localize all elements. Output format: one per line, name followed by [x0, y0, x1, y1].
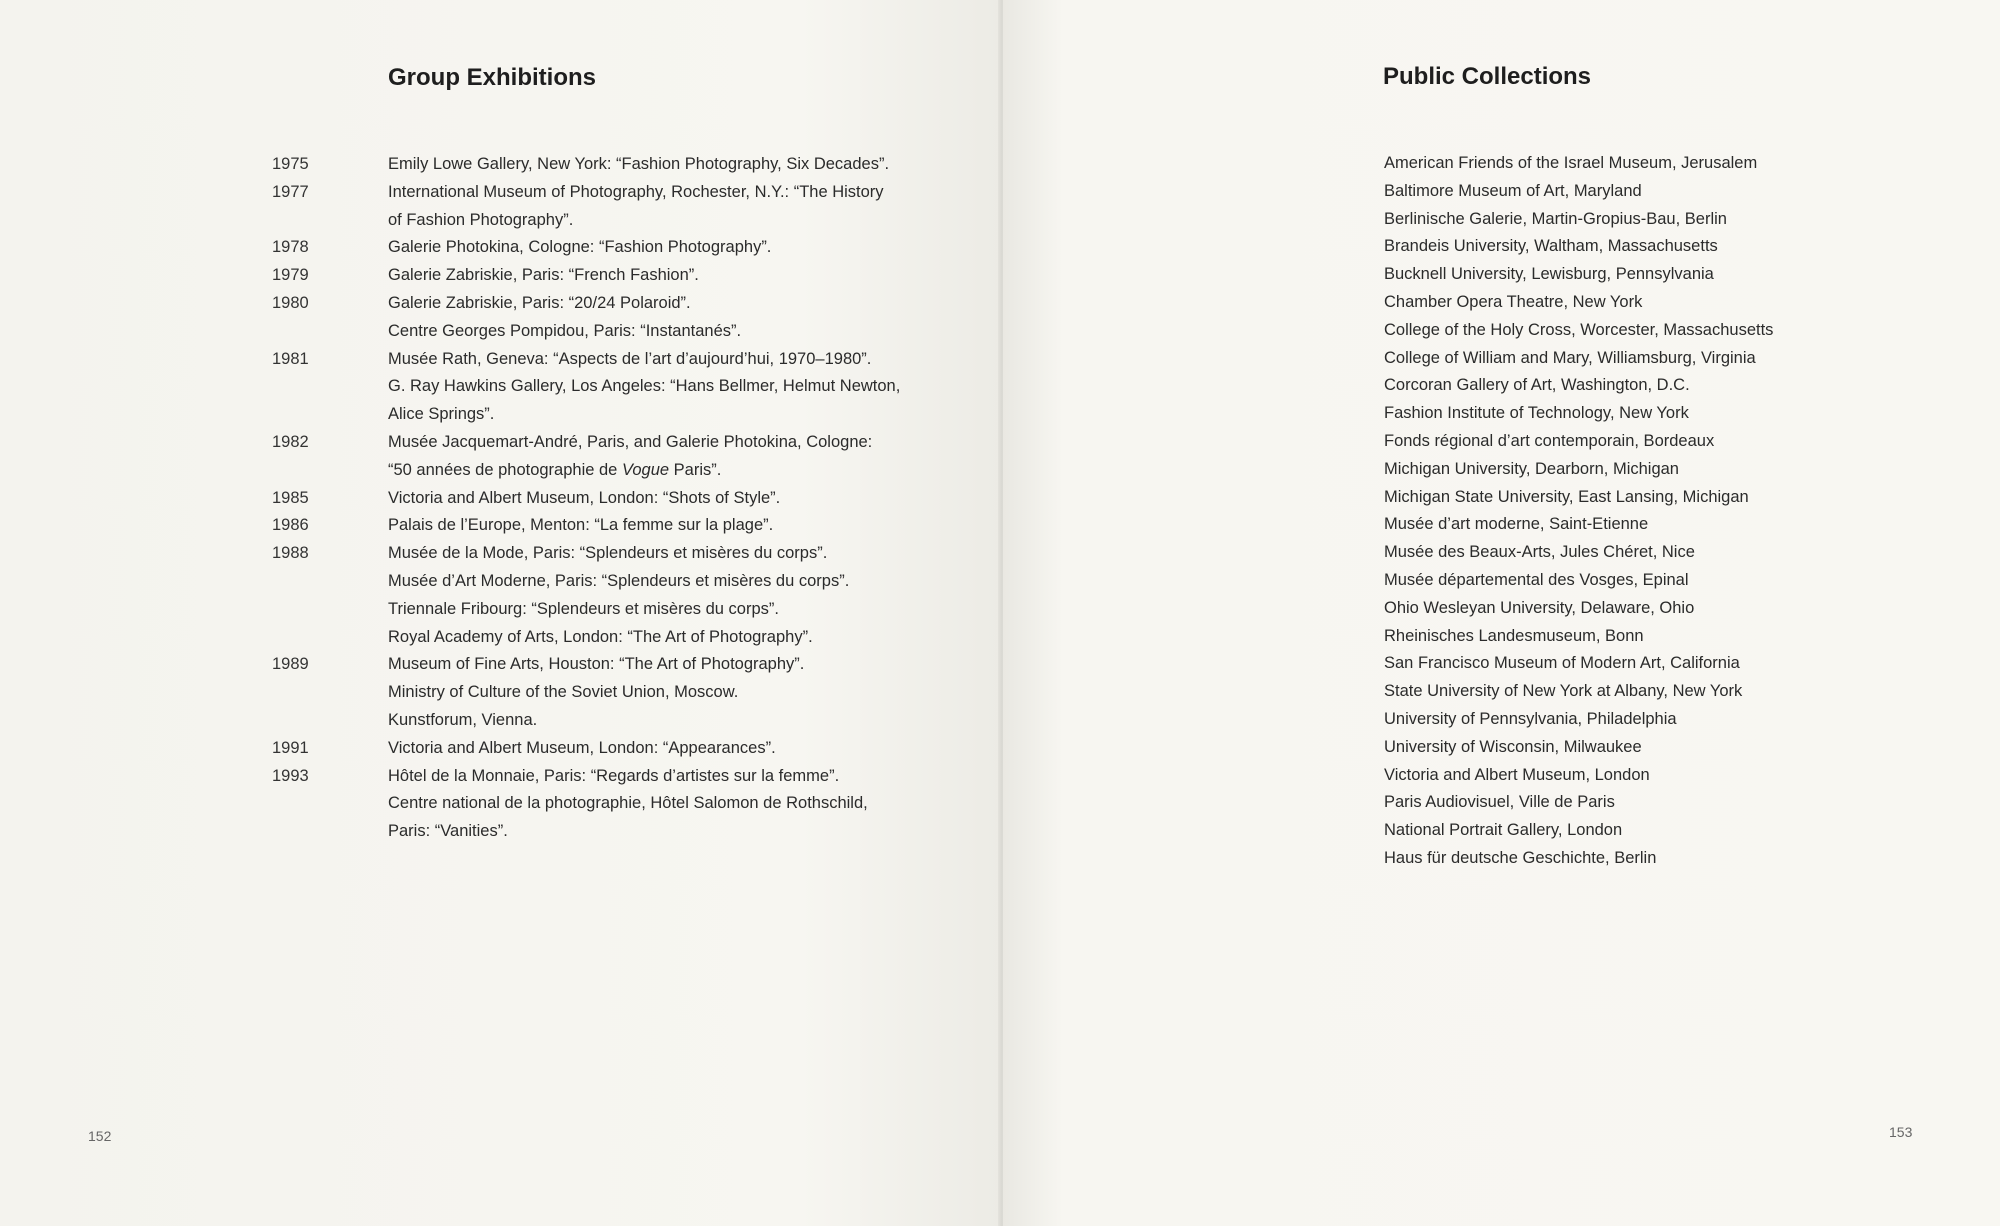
exhibition-row: [272, 207, 900, 235]
exhibition-year: 1993: [272, 766, 309, 785]
exhibition-row: [272, 485, 900, 513]
exhibition-row: [272, 373, 900, 401]
collection-item: University of Wisconsin, Milwaukee: [1384, 737, 1642, 756]
exhibition-year: [272, 457, 388, 485]
exhibition-year: [272, 679, 388, 707]
collection-item: College of the Holy Cross, Worcester, Massachusetts: [1384, 320, 1774, 339]
exhibition-row: [272, 401, 900, 429]
collection-item: Michigan State University, East Lansing, Michigan: [1384, 487, 1749, 506]
collection-item: Paris Audiovisuel, Ville de Paris: [1384, 793, 1615, 812]
collection-item: Musée des Beaux-Arts, Jules Chéret, Nice: [1384, 543, 1695, 562]
page-number-right: 153: [1889, 1124, 1913, 1140]
collection-item: State University of New York at Albany, New York: [1384, 682, 1743, 701]
exhibition-year: [272, 401, 388, 429]
exhibition-year: 1989: [272, 655, 309, 674]
group-exhibitions-heading: Group Exhibitions: [388, 64, 596, 91]
exhibition-year: 1985: [272, 488, 309, 507]
exhibition-row: [272, 234, 900, 262]
exhibition-text: Victoria and Albert Museum, London: “Shots of Style”.: [388, 488, 781, 507]
exhibition-row: [272, 457, 900, 485]
exhibition-row: [272, 179, 900, 207]
exhibition-text: Musée Rath, Geneva: “Aspects de l’art d’aujourd’hui, 1970–1980”.: [388, 349, 872, 368]
exhibition-year: 1988: [272, 544, 309, 563]
exhibition-row: [272, 679, 900, 707]
collection-item: Chamber Opera Theatre, New York: [1384, 292, 1643, 311]
collection-item: Ohio Wesleyan University, Delaware, Ohio: [1384, 598, 1695, 617]
collection-item: National Portrait Gallery, London: [1384, 821, 1623, 840]
exhibition-row: [272, 318, 900, 346]
exhibition-year: [272, 568, 388, 596]
exhibition-text: Musée Jacquemart-André, Paris, and Galerie Photokina, Cologne:: [388, 432, 873, 451]
exhibition-year: [272, 818, 388, 846]
collection-item: Rheinisches Landesmuseum, Bonn: [1384, 626, 1644, 645]
exhibition-text: Musée d’Art Moderne, Paris: “Splendeurs et misères du corps”.: [388, 571, 850, 590]
exhibition-text: Hôtel de la Monnaie, Paris: “Regards d’artistes sur la femme”.: [388, 766, 840, 785]
collection-item: Berlinische Galerie, Martin-Gropius-Bau, Berlin: [1384, 209, 1727, 228]
exhibition-year: [272, 624, 388, 652]
exhibition-year: 1980: [272, 293, 309, 312]
exhibition-text: Centre national de la photographie, Hôtel Salomon de Rothschild,: [388, 794, 868, 813]
exhibition-row: [272, 707, 900, 735]
exhibition-row: [272, 596, 900, 624]
exhibition-row: [272, 568, 900, 596]
exhibition-text: Palais de l’Europe, Menton: “La femme sur la plage”.: [388, 516, 774, 535]
collection-item: College of William and Mary, Williamsburg, Virginia: [1384, 348, 1756, 367]
exhibition-text: Galerie Zabriskie, Paris: “20/24 Polaroid”.: [388, 293, 691, 312]
public-collections-heading: Public Collections: [1383, 63, 1592, 90]
exhibition-row: [272, 624, 900, 652]
exhibition-text: Galerie Photokina, Cologne: “Fashion Photography”.: [388, 238, 772, 257]
exhibition-text: Kunstforum, Vienna.: [388, 710, 538, 729]
exhibition-year: [272, 207, 388, 235]
collection-list: [1384, 150, 1773, 873]
exhibition-text: Paris: “Vanities”.: [388, 822, 508, 841]
collection-item: Fashion Institute of Technology, New York: [1384, 404, 1689, 423]
collection-item: University of Pennsylvania, Philadelphia: [1384, 709, 1677, 728]
right-page: [1003, 0, 2000, 1226]
exhibition-text: “50 années de photographie de Vogue Paris”.: [388, 460, 722, 479]
exhibition-year: [272, 373, 388, 401]
collection-item: Brandeis University, Waltham, Massachusetts: [1384, 237, 1718, 256]
exhibition-year: [272, 707, 388, 735]
collection-item: Musée d’art moderne, Saint-Etienne: [1384, 515, 1649, 534]
collection-item: Michigan University, Dearborn, Michigan: [1384, 459, 1679, 478]
exhibition-year: 1978: [272, 238, 309, 257]
exhibition-row: [272, 151, 900, 179]
exhibition-row: [272, 262, 900, 290]
exhibition-year: 1981: [272, 349, 309, 368]
exhibition-text: of Fashion Photography”.: [388, 210, 574, 229]
exhibition-text: Triennale Fribourg: “Splendeurs et misères du corps”.: [388, 599, 779, 618]
exhibition-year: 1982: [272, 432, 309, 451]
collection-item: Victoria and Albert Museum, London: [1384, 765, 1650, 784]
exhibition-row: [272, 346, 900, 374]
exhibition-row: [272, 818, 900, 846]
exhibition-row: [272, 540, 900, 568]
vogue-italic: Vogue: [621, 460, 670, 479]
exhibition-row: [272, 429, 900, 457]
exhibition-text: Centre Georges Pompidou, Paris: “Instantanés”.: [388, 321, 742, 340]
exhibition-year: [272, 790, 388, 818]
collection-item: Fonds régional d’art contemporain, Bordeaux: [1384, 431, 1715, 450]
exhibition-row: [272, 290, 900, 318]
exhibition-row: [272, 735, 900, 763]
exhibition-text: Musée de la Mode, Paris: “Splendeurs et misères du corps”.: [388, 544, 828, 563]
exhibition-year: 1977: [272, 182, 309, 201]
exhibition-year: 1986: [272, 516, 309, 535]
exhibition-row: [272, 512, 900, 540]
exhibition-text: Galerie Zabriskie, Paris: “French Fashion”.: [388, 266, 699, 285]
collection-item: American Friends of the Israel Museum, Jerusalem: [1384, 154, 1758, 172]
exhibition-text: International Museum of Photography, Rochester, N.Y.: “The History: [388, 182, 884, 201]
collection-item: Musée départemental des Vosges, Epinal: [1384, 570, 1689, 589]
exhibition-year: 1991: [272, 738, 309, 757]
exhibition-text: Victoria and Albert Museum, London: “Appearances”.: [388, 738, 776, 757]
exhibition-text: Museum of Fine Arts, Houston: “The Art of Photography”.: [388, 655, 805, 674]
exhibition-text: Emily Lowe Gallery, New York: “Fashion Photography, Six Decades”.: [388, 155, 890, 173]
exhibition-row: [272, 790, 900, 818]
page-number-left: 152: [88, 1128, 112, 1144]
exhibition-row: [272, 651, 900, 679]
collection-item: San Francisco Museum of Modern Art, California: [1384, 654, 1740, 673]
collection-item: Corcoran Gallery of Art, Washington, D.C.: [1384, 376, 1690, 395]
exhibition-year: [272, 318, 388, 346]
exhibition-row: [272, 763, 900, 791]
collection-item: Haus für deutsche Geschichte, Berlin: [1384, 848, 1657, 867]
exhibition-year: 1979: [272, 266, 309, 285]
collection-item: Bucknell University, Lewisburg, Pennsylvania: [1384, 265, 1714, 284]
exhibition-text: Ministry of Culture of the Soviet Union, Moscow.: [388, 683, 739, 702]
collection-item: Baltimore Museum of Art, Maryland: [1384, 181, 1642, 200]
exhibition-year: [272, 596, 388, 624]
exhibition-text: Alice Springs”.: [388, 405, 495, 424]
exhibition-list: [272, 151, 900, 846]
exhibition-text: Royal Academy of Arts, London: “The Art of Photography”.: [388, 627, 813, 646]
exhibition-year: 1975: [272, 155, 309, 173]
exhibition-text: G. Ray Hawkins Gallery, Los Angeles: “Hans Bellmer, Helmut Newton,: [388, 377, 901, 396]
